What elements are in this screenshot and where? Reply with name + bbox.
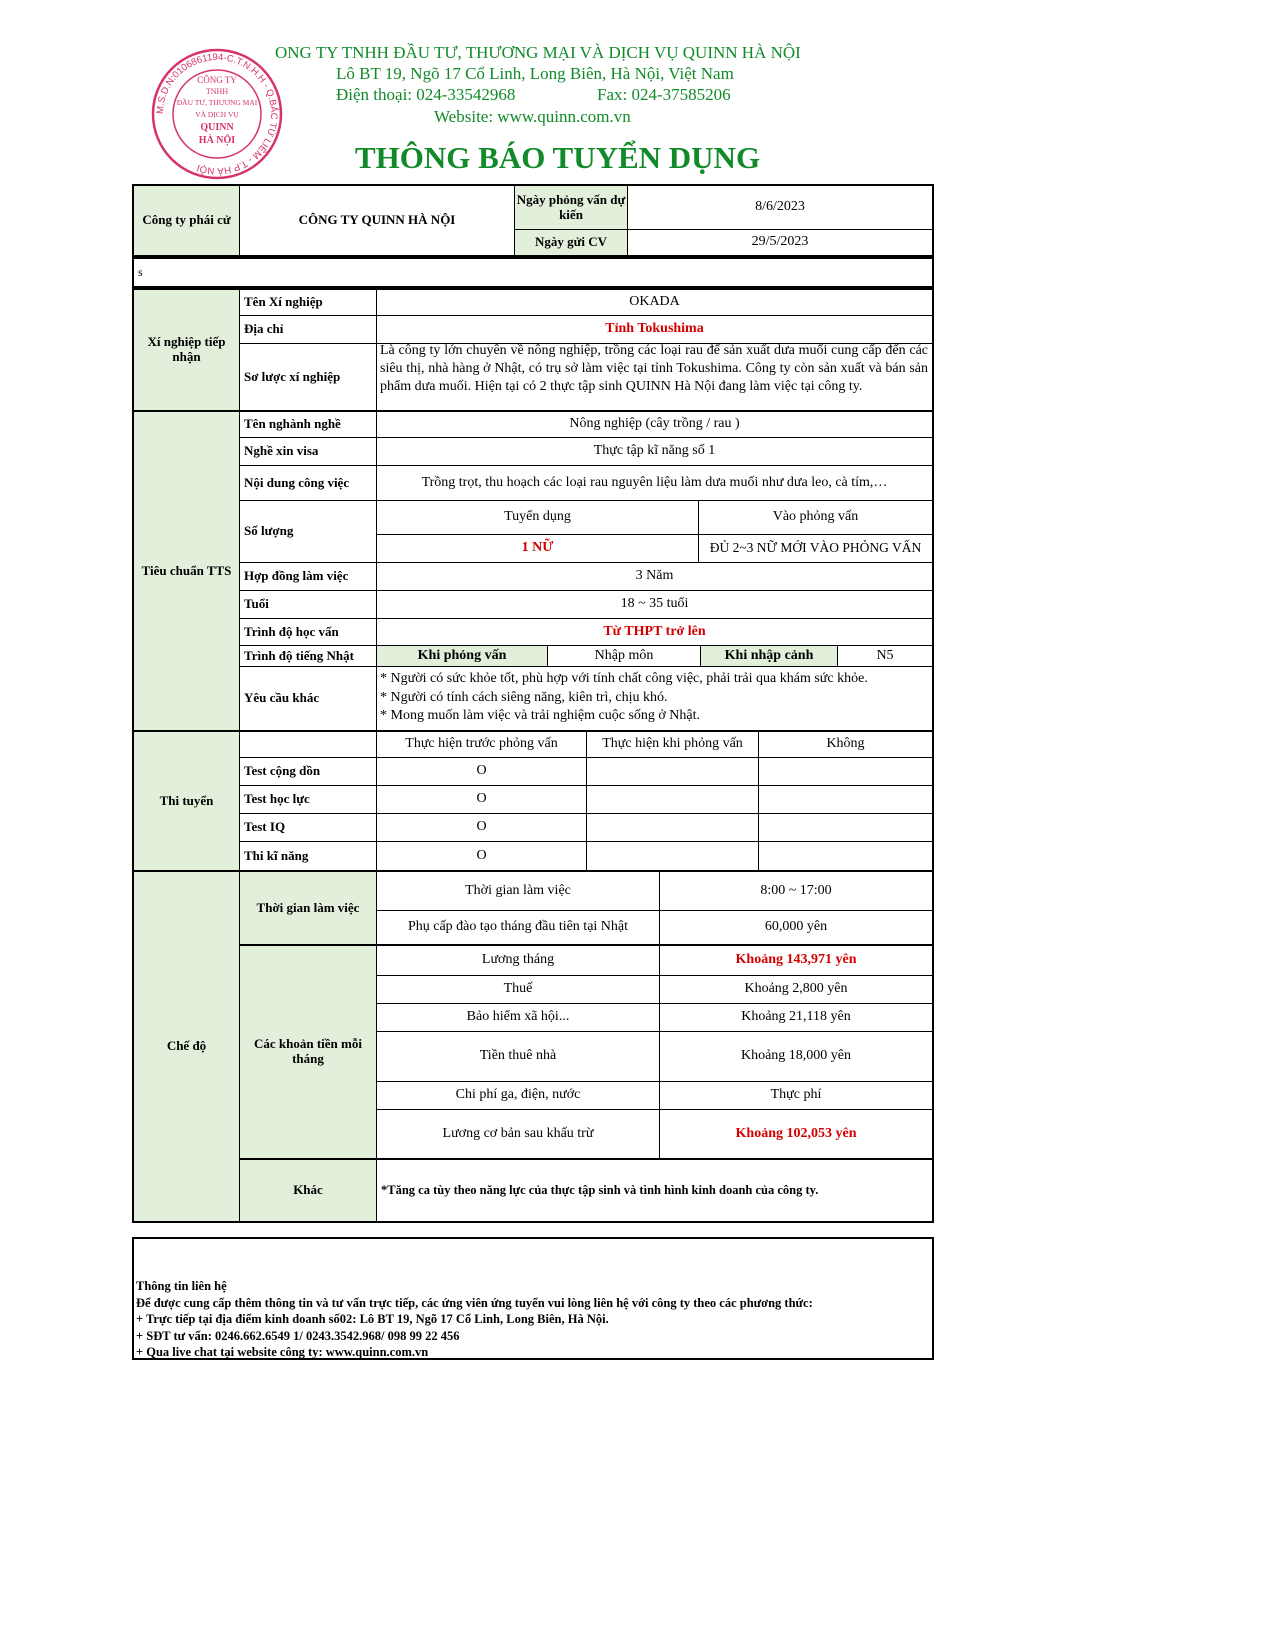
exam-col-before: Thực hiện trước phỏng vấn: [405, 736, 558, 752]
jp-interview-label: Khi phỏng vấn: [377, 646, 547, 666]
insurance-label: Bảo hiểm xã hội...: [466, 1009, 570, 1025]
other-req-label: Yêu cầu khác: [244, 690, 320, 706]
rent-value: Khoảng 18,000 yên: [740, 1048, 852, 1064]
other-req-list: [380, 670, 868, 726]
contact-title: Thông tin liên hệ: [136, 1279, 227, 1293]
svg-text:HÀ NỘI: HÀ NỘI: [198, 135, 236, 146]
company-seal-stamp: [150, 47, 284, 181]
qty-label: Số lượng: [244, 523, 294, 539]
job-label: Tên nghành nghề: [244, 416, 341, 432]
recruit-label: Tuyển dụng: [504, 509, 571, 525]
visa-label: Nghề xin visa: [244, 443, 319, 459]
svg-text:TNHH: TNHH: [205, 87, 229, 96]
other-req-1: * Người có sức khỏe tốt, phù hợp với tính chất công việc, phải trải qua khám sức khỏe.: [380, 671, 868, 686]
cv-date-label: Ngày gửi CV: [515, 230, 627, 255]
contact-intro: Để được cung cấp thêm thông tin và tư vấn trực tiếp, các ứng viên ứng tuyển vui lòng liên hệ với công ty theo các phương thức:: [136, 1295, 813, 1310]
exam-row-label: Test IQ: [244, 819, 286, 835]
interview-label: Vào phỏng vấn: [772, 509, 859, 525]
enterprise-summary-label: Sơ lược xí nghiệp: [244, 368, 341, 384]
age-label: Tuổi: [244, 596, 269, 612]
visa-value: Thực tập kĩ năng số 1: [593, 443, 716, 459]
interview-date-label: Ngày phỏng vấn dự kiến: [515, 186, 627, 229]
dispatch-label: Công ty phái cử: [134, 186, 239, 255]
contact-phone: + SĐT tư vấn: 0246.662.6549 1/ 0243.3542.968/ 098 99 22 456: [136, 1328, 460, 1343]
tax-label: Thuế: [503, 981, 533, 997]
enterprise-summary: Là công ty lớn chuyên về nông nghiệp, trồng các loại rau để sản xuất dưa muối cung cấp đến các siêu thị, nhà hàng ở Nhật, có trụ sở làm việc tại tỉnh Tokushima. Công ty còn sản xuất và bán sản phẩm dưa muối. Hiện tại có 2 thực tập sinh QUINN Hà Nội đang làm việc tại công ty.: [380, 343, 928, 394]
edu-value: Từ THPT trở lên: [603, 623, 706, 639]
benefits-section: Chế độ: [134, 872, 239, 1221]
net-value: Khoảng 102,053 yên: [735, 1125, 857, 1141]
utilities-label: Chi phí ga, điện, nước: [455, 1087, 581, 1103]
exam-col-during: Thực hiện khi phỏng vấn: [602, 736, 743, 752]
jp-label: Trình độ tiếng Nhật: [244, 647, 354, 663]
exam-row-c1: O: [476, 847, 487, 863]
company-name: ONG TY TNHH ĐẦU TƯ, THƯƠNG MẠI VÀ DỊCH VỤ QUINN HÀ NỘI: [275, 43, 801, 62]
jp-entry-value: N5: [876, 647, 894, 663]
enterprise-address: Tỉnh Tokushima: [605, 321, 704, 337]
contract-label: Hợp đồng làm việc: [244, 568, 349, 584]
job-value: Nông nghiệp (cây trồng / rau ): [569, 416, 740, 432]
enterprise-address-label: Địa chỉ: [244, 321, 284, 337]
allowance-value: 60,000 yên: [764, 919, 828, 935]
exam-row-c1: O: [476, 819, 487, 835]
insurance-value: Khoảng 21,118 yên: [741, 1009, 851, 1025]
salary-label: Lương tháng: [481, 952, 555, 968]
jp-interview-value: Nhập môn: [594, 647, 654, 663]
exam-row-label: Test cộng dồn: [244, 763, 321, 779]
cv-date: 29/5/2023: [751, 234, 809, 250]
worktime-group: Thời gian làm việc: [240, 872, 376, 944]
contact-info: [136, 1278, 813, 1361]
svg-text:ĐẦU TƯ, THƯƠNG MẠI: ĐẦU TƯ, THƯƠNG MẠI: [176, 98, 258, 107]
rent-label: Tiền thuê nhà: [479, 1048, 557, 1064]
note-text: s: [138, 264, 143, 279]
contract-value: 3 Năm: [635, 568, 674, 584]
allowance-label: Phụ cấp đào tạo tháng đầu tiên tại Nhật: [407, 919, 629, 935]
salary-value: Khoảng 143,971 yên: [735, 952, 857, 968]
interview-value: ĐỦ 2~3 NỮ MỚI VÀO PHỎNG VẤN: [709, 540, 922, 555]
edu-label: Trình độ học vấn: [244, 623, 339, 639]
company-address: Lô BT 19, Ngõ 17 Cổ Linh, Long Biên, Hà Nội, Việt Nam: [336, 64, 734, 83]
content-label: Nội dung công việc: [244, 474, 350, 490]
worktime-label: Thời gian làm việc: [465, 882, 571, 898]
criteria-section: Tiêu chuẩn TTS: [134, 412, 239, 730]
page-title: THÔNG BÁO TUYỂN DỤNG: [355, 140, 761, 175]
contact-address: + Trực tiếp tại địa điểm kinh doanh số02: Lô BT 19, Ngõ 17 Cổ Linh, Long Biên, Hà Nội.: [136, 1312, 609, 1326]
exam-row-label: Thi kĩ năng: [244, 847, 309, 863]
company-phone: Điện thoại: 024-33542968: [336, 85, 516, 104]
content-value: Trồng trọt, thu hoạch các loại rau nguyên liệu làm dưa muối như dưa leo, cà tím,…: [421, 474, 888, 490]
exam-col-none: Không: [826, 736, 865, 752]
contact-website[interactable]: + Qua live chat tại website công ty: www.quinn.com.vn: [136, 1345, 429, 1359]
recruit-value: 1 NỮ: [521, 540, 554, 556]
svg-text:CÔNG TY: CÔNG TY: [197, 75, 237, 85]
age-value: 18 ~ 35 tuổi: [620, 596, 689, 612]
company-website[interactable]: Website: www.quinn.com.vn: [434, 107, 631, 126]
enterprise-name-label: Tên Xí nghiệp: [244, 294, 323, 310]
company-fax: Fax: 024-37585206: [597, 85, 731, 104]
worktime-value: 8:00 ~ 17:00: [760, 882, 832, 898]
interview-date: 8/6/2023: [755, 199, 805, 215]
benefits-other-value: *Tăng ca tùy theo năng lực của thực tập sinh và tình hình kinh doanh của công ty.: [381, 1183, 819, 1198]
enterprise-section: Xí nghiệp tiếp nhận: [134, 290, 239, 410]
monthly-group: Các khoản tiền mỗi tháng: [240, 946, 376, 1158]
other-req-2: * Người có tính cách siêng năng, kiên trì, chịu khó.: [380, 689, 668, 705]
tax-value: Khoảng 2,800 yên: [744, 981, 848, 997]
svg-text:QUINN: QUINN: [200, 122, 234, 133]
net-label: Lương cơ bản sau khấu trừ: [442, 1125, 594, 1141]
jp-entry-label: Khi nhập cảnh: [701, 646, 837, 666]
svg-text:VÀ DỊCH VỤ: VÀ DỊCH VỤ: [195, 110, 239, 119]
utilities-value: Thực phí: [770, 1087, 822, 1103]
benefits-other-label: Khác: [240, 1160, 376, 1221]
exam-row-c1: O: [476, 791, 487, 807]
exam-row-c1: O: [476, 763, 487, 779]
exam-section: Thi tuyển: [134, 732, 239, 870]
exam-row-label: Test học lực: [244, 791, 310, 807]
seal-ring-text: M.S.D.N:0106861194-C.T.N.H.H - Q.BẮC TỪ LIÊM - T.P HÀ NỘI: [154, 51, 280, 177]
dispatch-value: CÔNG TY QUINN HÀ NỘI: [298, 212, 456, 228]
enterprise-name: OKADA: [629, 294, 680, 310]
other-req-3: * Mong muốn làm việc và trải nghiệm cuộc sống ở Nhật.: [380, 708, 701, 723]
